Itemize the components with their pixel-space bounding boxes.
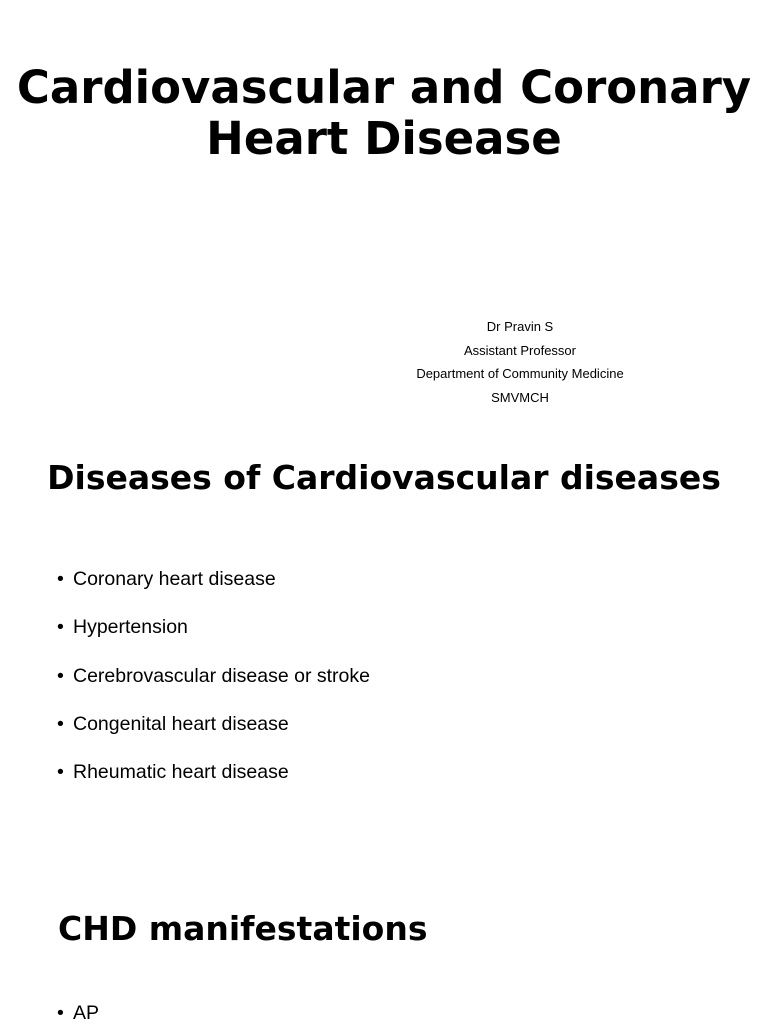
bullet-icon: • xyxy=(57,568,64,590)
list-item xyxy=(57,757,370,805)
slide-title-chd-manifestations: CHD manifestations xyxy=(58,909,428,948)
list-item xyxy=(57,661,370,709)
list-item-text: Congenital heart disease xyxy=(73,712,289,735)
slide-title-diseases: Diseases of Cardiovascular diseases xyxy=(47,458,721,497)
list-item-text: Coronary heart disease xyxy=(73,568,276,590)
bullet-icon: • xyxy=(57,664,64,687)
list-item xyxy=(57,612,370,660)
list-item xyxy=(57,564,370,612)
list-item-text: Cerebrovascular disease or stroke xyxy=(73,664,370,687)
author-name: Dr Pravin S xyxy=(486,319,554,334)
bullet-icon: • xyxy=(57,1002,64,1024)
author-position: Assistant Professor xyxy=(464,342,576,358)
bullet-icon: • xyxy=(57,616,64,639)
list-item-text: AP xyxy=(73,1002,100,1024)
slide-title-cardiovascular: Cardiovascular and Coronary Heart Disease xyxy=(16,61,752,165)
author-department: Department of Community Medicine xyxy=(416,366,624,381)
list-item-text: Rheumatic heart disease xyxy=(73,761,289,784)
author-block xyxy=(390,315,650,409)
bullet-icon: • xyxy=(57,761,64,784)
author-institution: SMVMCH xyxy=(491,389,549,405)
list-item xyxy=(57,709,370,757)
disease-list xyxy=(57,564,370,805)
list-item-text: Hypertension xyxy=(73,616,188,639)
bullet-icon: • xyxy=(57,712,64,735)
